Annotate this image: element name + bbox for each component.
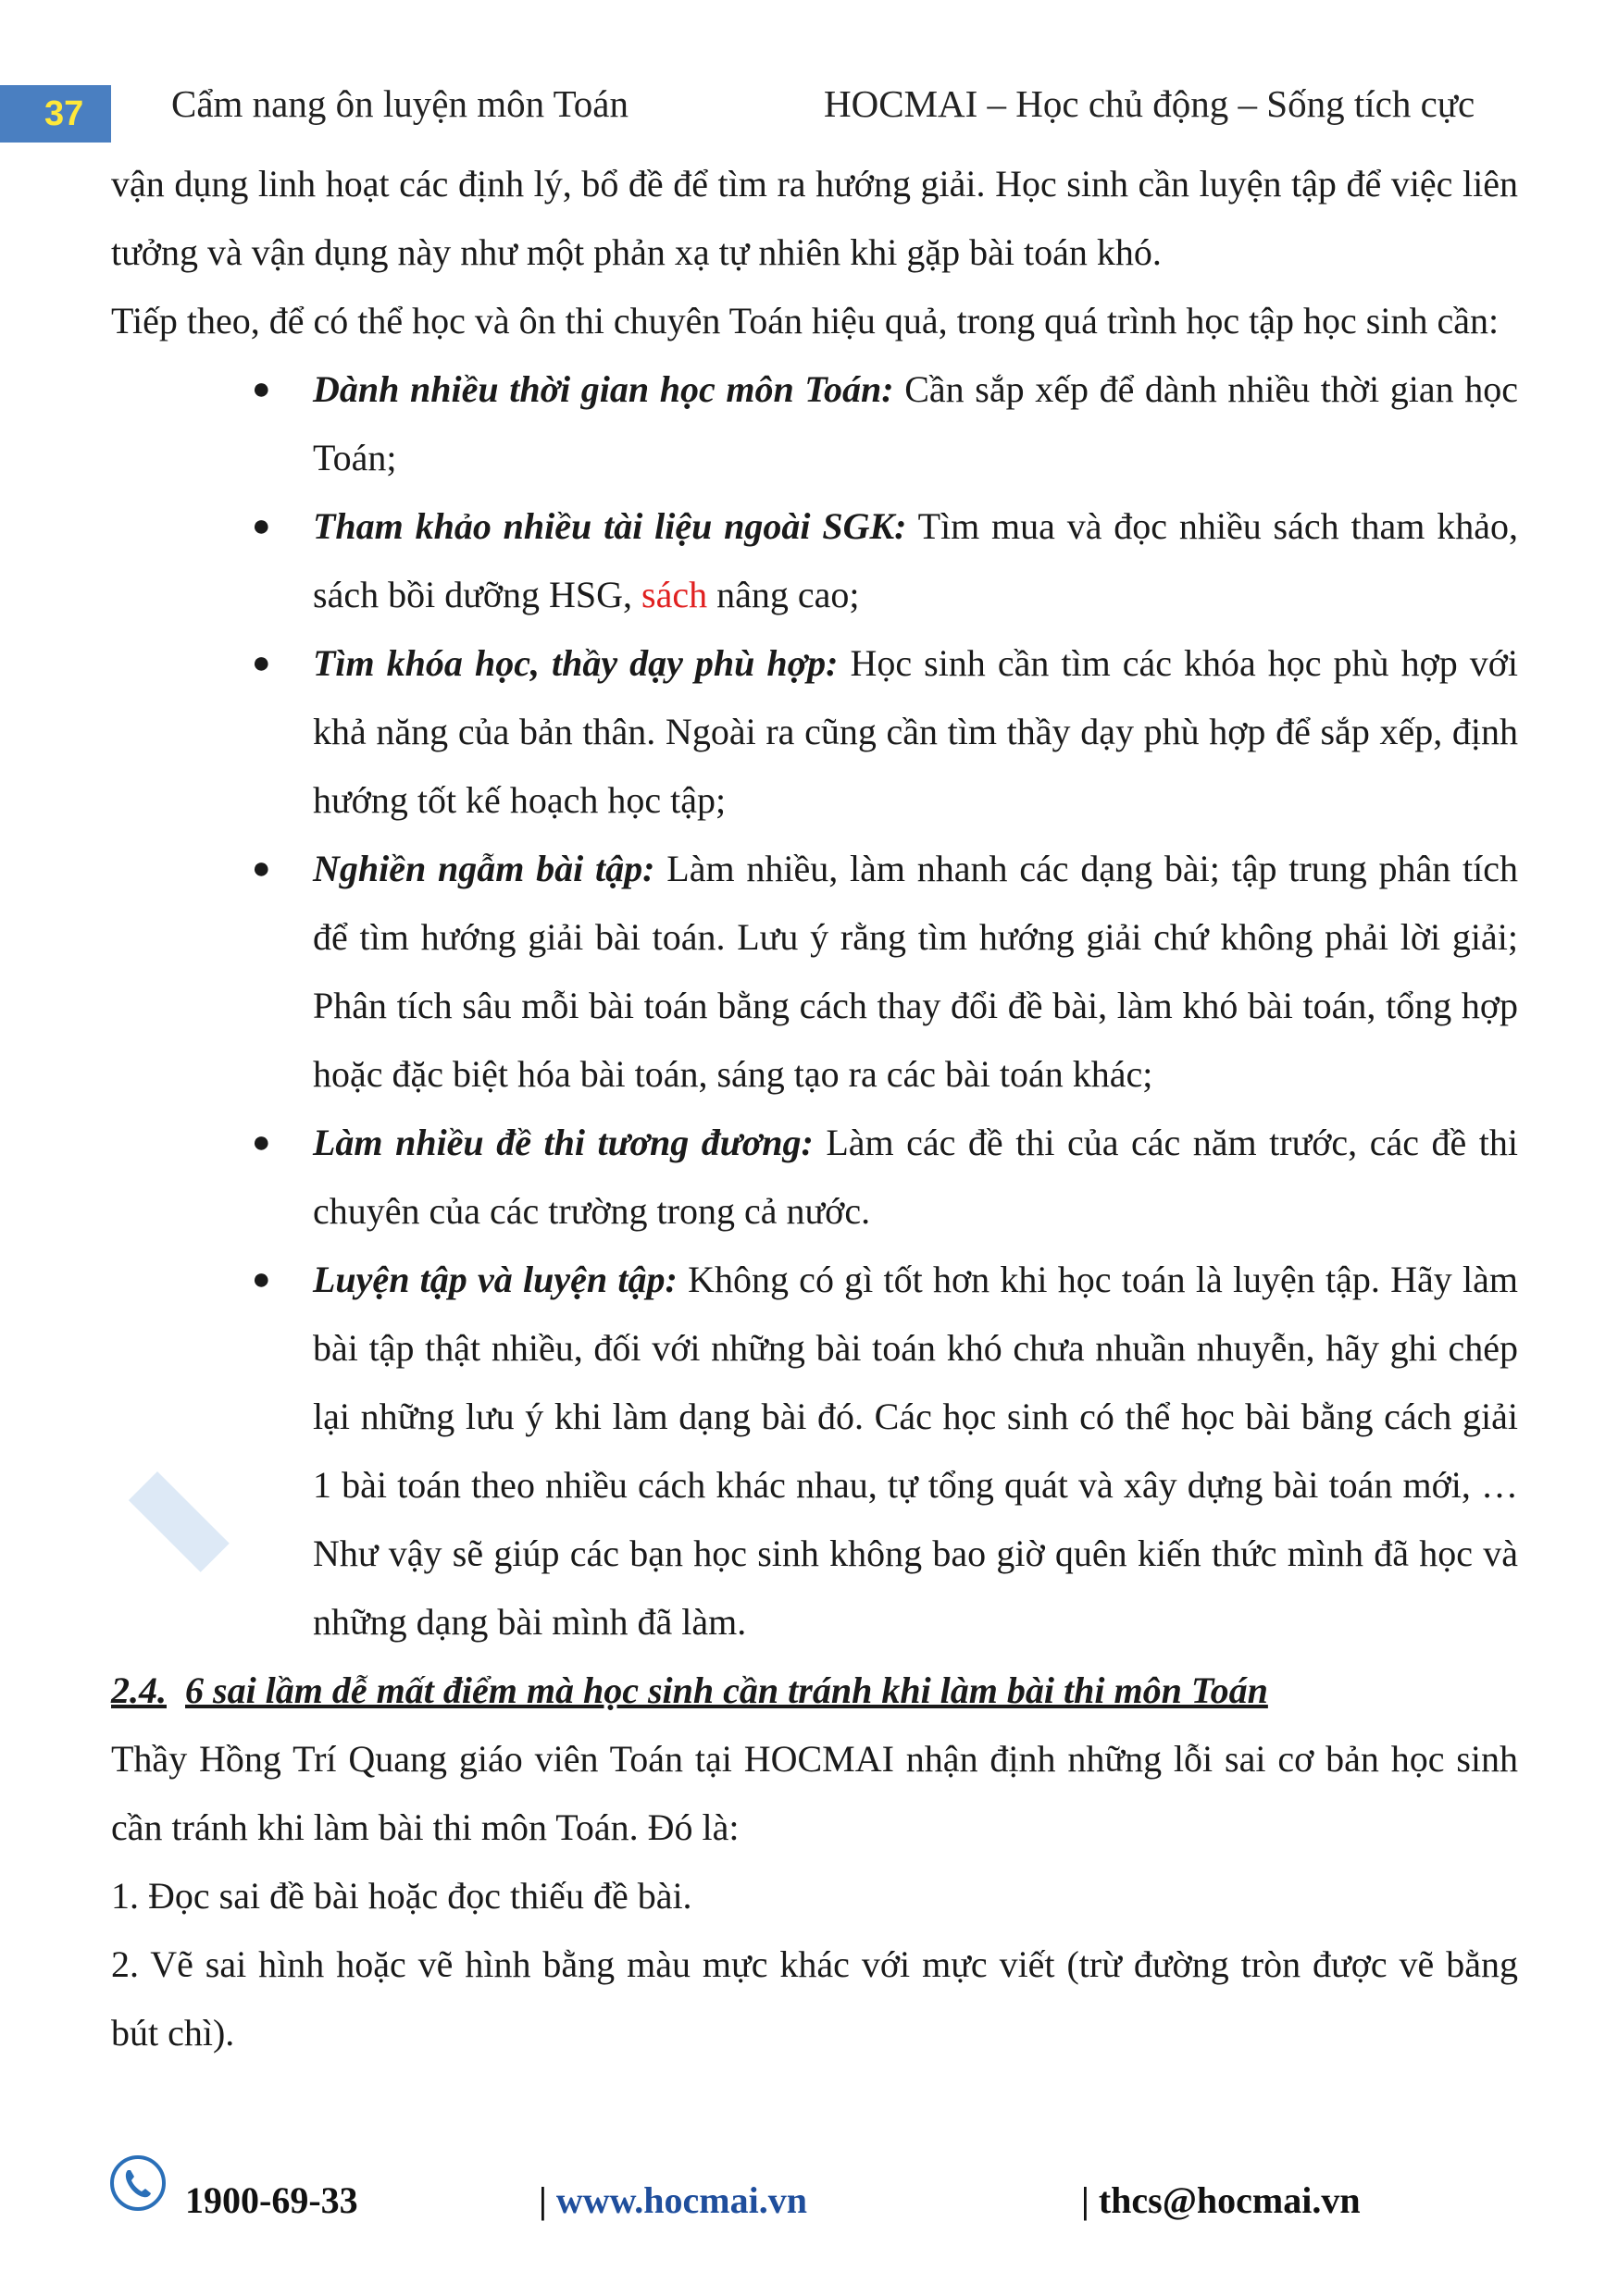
list-item [111,629,1518,835]
bullet-dot-icon: ● [252,851,271,886]
list-item [111,835,1518,1109]
study-tips-list [111,355,1518,1657]
bullet-dot-icon: ● [252,1262,271,1297]
bullet-text: Làm nhiều, làm nhanh các dạng bài; tập trung phân tích để tìm hướng giải bài toán. Lưu ý rằng tìm hướng giải chứ không phải lời giải; Phân tích sâu mỗi bài toán bằng cách thay đổi đề bài, làm khó bài toán, tổng hợp hoặc đặc biệt hóa bài toán, sáng tạo ra các bài toán khác; [313,848,1519,1095]
website-link[interactable]: www.hocmai.vn [555,2179,807,2221]
section-title: 6 sai lầm dễ mất điểm mà học sinh cần tránh khi làm bài thi môn Toán [185,1669,1268,1711]
phone-icon [109,2154,167,2212]
bullet-text-end: nâng cao; [716,574,860,615]
list-item [111,1246,1518,1657]
bullet-text: Làm các đề thi của các năm trước, các đề thi chuyên của các trường trong cả nước. [313,1122,1518,1232]
footer-email[interactable] [1081,2177,1361,2225]
list-item [111,492,1518,629]
footer-phone: 1900-69-33 [185,2179,358,2221]
bullet-title: Làm nhiều đề thi tương đương: [313,1122,814,1163]
header-slogan: HOCMAI – Học chủ động – Sống tích cực [824,82,1475,125]
intro-continuation: vận dụng linh hoạt các định lý, bổ đề để tìm ra hướng giải. Học sinh cần luyện tập để việc liên tưởng và vận dụng này như một phản xạ tự nhiên khi gặp bài toán khó. [111,163,1518,273]
bullet-title: Nghiền ngẫm bài tập: [313,848,655,889]
section-intro: Thầy Hồng Trí Quang giáo viên Toán tại HOCMAI nhận định những lỗi sai cơ bản học sinh cần tránh khi làm bài thi môn Toán. Đó là: [111,1738,1518,1848]
bullet-text: Cần sắp xếp để dành nhiều thời gian học Toán; [313,368,1518,478]
bullet-dot-icon: ● [252,509,271,543]
bullet-title: Dành nhiều thời gian học môn Toán: [313,368,894,410]
page-number-badge: 37 [0,85,111,143]
intro-lead: Tiếp theo, để có thể học và ôn thi chuyên Toán hiệu quả, trong quá trình học tập học sinh cần: [111,300,1500,341]
bullet-title: Tham khảo nhiều tài liệu ngoài SGK: [313,505,907,547]
list-item [111,1109,1518,1246]
bullet-title: Luyện tập và luyện tập: [313,1259,678,1300]
footer-website[interactable] [539,2177,807,2225]
footer-separator: | [539,2179,547,2221]
email-link[interactable]: thcs@hocmai.vn [1098,2179,1361,2221]
bullet-dot-icon: ● [252,646,271,680]
mistake-item: 2. Vẽ sai hình hoặc vẽ hình bằng màu mực khác với mực viết (trừ đường tròn được vẽ bằng bút chì). [111,1943,1518,2054]
bullet-text: Không có gì tốt hơn khi học toán là luyện tập. Hãy làm bài tập thật nhiều, đối với những bài toán khó chưa nhuần nhuyễn, hãy ghi chép lại những lưu ý khi làm dạng bài đó. Các học sinh có thể học bài bằng cách giải 1 bài toán theo nhiều cách khác nhau, tự tổng quát và xây dựng bài toán mới, … Như vậy sẽ giúp các bạn học sinh không bao giờ quên kiến thức mình đã học và những dạng bài mình đã làm. [313,1259,1519,1643]
section-number: 2.4. [111,1669,167,1711]
bullet-dot-icon: ● [252,1125,271,1160]
page-footer [0,2149,1618,2232]
section-heading [111,1657,1518,1725]
bullet-text: Học sinh cần tìm các khóa học phù hợp với khả năng của bản thân. Ngoài ra cũng cần tìm thầy dạy phù hợp để sắp xếp, định hướng tốt kế hoạch học tập; [313,642,1519,821]
bullet-dot-icon: ● [252,372,271,406]
bullet-text: Tìm mua và đọc nhiều sách tham khảo, sách bồi dưỡng HSG, [313,505,1518,615]
mistake-item: 1. Đọc sai đề bài hoặc đọc thiếu đề bài. [111,1875,692,1917]
highlighted-word: sách [641,574,708,615]
bullet-title: Tìm khóa học, thầy dạy phù hợp: [313,642,839,684]
list-item [111,355,1518,492]
header-book-title: Cẩm nang ôn luyện môn Toán [171,82,629,125]
footer-separator: | [1081,2179,1089,2221]
page-content [111,150,1518,2067]
